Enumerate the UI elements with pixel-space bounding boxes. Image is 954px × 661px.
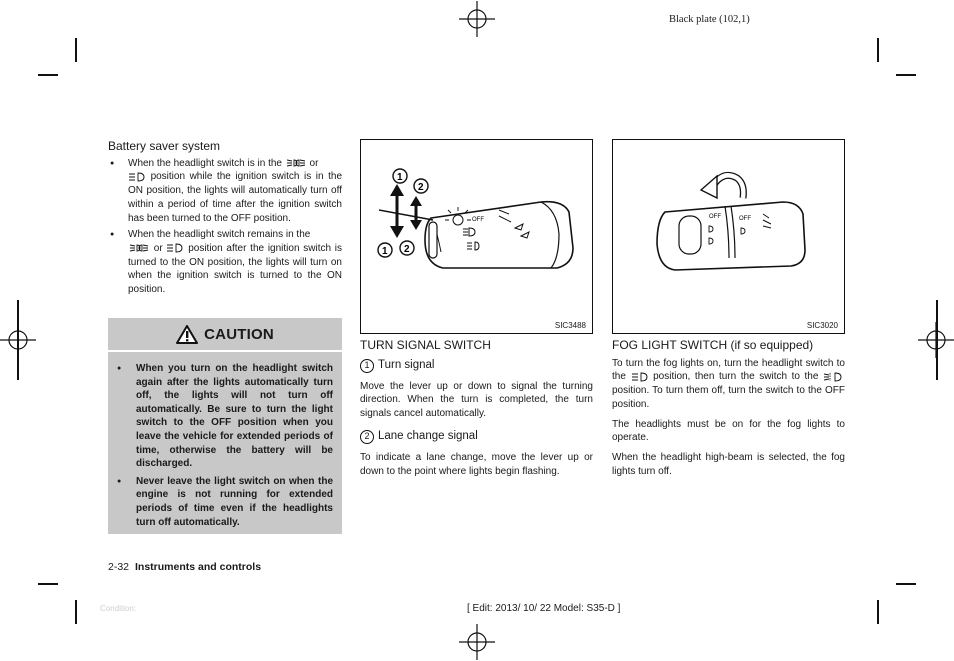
number-badge: 2 (360, 430, 374, 444)
crop-mark (38, 74, 58, 76)
off-label: OFF (709, 214, 721, 220)
figure-id: SIC3488 (554, 321, 586, 330)
edit-info: [ Edit: 2013/ 10/ 22 Model: S35-D ] (467, 603, 621, 614)
fog-light-figure (612, 139, 845, 334)
sub-heading-label: Lane change signal (378, 429, 478, 442)
paragraph (612, 357, 845, 412)
list-item: ● When you turn on the headlight switch again after the lights automatically turn off, the lights will not turn off automatically. Be sure to turn the light switch to the OFF position when you leave the vehicle for extended periods of time, otherwise the battery will be discharged. (115, 362, 333, 471)
fog-light-icon (823, 372, 845, 382)
marker-label: 1 (382, 246, 388, 257)
text: position. To turn them off, turn the switch to the OFF position. (612, 385, 845, 410)
crop-mark (38, 583, 58, 585)
list-item (108, 157, 342, 226)
text: When the headlight switch remains in the (128, 229, 311, 241)
marker-label: 1 (397, 172, 403, 183)
headlight-icon (631, 372, 649, 382)
turn-signal-section (360, 339, 593, 484)
page-number: 2-32 (108, 561, 130, 573)
paragraph: When the headlight high-beam is selected, the fog lights turn off. (612, 451, 845, 477)
text: position, then turn the switch to the (653, 371, 819, 383)
text: To turn the fog lights on, turn the headlight switch to the (612, 357, 845, 383)
plate-label: Black plate (102,1) (669, 14, 750, 25)
text: or (309, 157, 319, 169)
headlight-icon (166, 243, 184, 253)
text: position while the ignition switch is in the ON position, the lights will automatically turn off within a period of time after the ignition switch has been turned to the OFF position. (128, 171, 343, 224)
crop-mark (75, 600, 77, 624)
crop-mark (896, 74, 916, 76)
off-label: OFF (739, 216, 751, 222)
registration-mark-icon (459, 1, 495, 37)
section-title: FOG LIGHT SWITCH (if so equipped) (612, 338, 814, 352)
turn-signal-figure (360, 139, 593, 334)
crop-mark (877, 600, 879, 624)
off-label: OFF (472, 217, 484, 223)
sub-heading (360, 430, 593, 444)
battery-saver-section (108, 140, 342, 300)
section-title: Battery saver system (108, 139, 221, 153)
sub-heading-label: Turn signal (378, 358, 435, 371)
figure-id: SIC3020 (806, 321, 838, 330)
turn-signal-lever-illustration (361, 140, 592, 333)
paragraph: To indicate a lane change, move the lever up or down to the point where lights begin flashing. (360, 451, 593, 477)
list-item (108, 228, 342, 297)
headlight-icon (128, 172, 146, 182)
registration-mark-icon (459, 624, 495, 660)
parking-light-icon (128, 243, 150, 253)
caution-header (108, 318, 342, 350)
caution-list (108, 352, 342, 529)
caution-box (108, 318, 342, 534)
marker-label: 2 (418, 182, 424, 193)
crop-mark (75, 38, 77, 62)
text: position after the ignition switch is turned to the ON position, the lights will turn on when the ignition switch is turned to the ON position. (128, 242, 343, 296)
caution-title: CAUTION (204, 325, 274, 343)
paragraph: Move the lever up or down to signal the turning direction. When the turn is completed, the turn signals cancel automatically. (360, 380, 593, 420)
crop-mark (936, 300, 938, 380)
battery-list (108, 157, 342, 297)
warning-triangle-icon (176, 325, 198, 344)
text: or (153, 242, 163, 254)
marker-label: 2 (404, 244, 410, 255)
fog-light-section (612, 339, 845, 484)
page-footer (108, 561, 261, 573)
parking-light-icon (285, 158, 307, 168)
number-badge: 1 (360, 359, 374, 373)
sub-heading (360, 359, 593, 373)
crop-mark (896, 583, 916, 585)
paragraph: The headlights must be on for the fog lights to operate. (612, 418, 845, 444)
fog-light-lever-illustration (613, 140, 844, 333)
chapter-title: Instruments and controls (135, 561, 262, 573)
condition-label: Condition: (100, 604, 137, 613)
crop-mark (877, 38, 879, 62)
section-title: TURN SIGNAL SWITCH (360, 338, 491, 352)
text: When the headlight switch is in the (128, 157, 282, 169)
list-item: ● Never leave the light switch on when the engine is not running for extended periods of time even if the headlights turn off automatically. (115, 475, 333, 529)
crop-mark (17, 300, 19, 380)
